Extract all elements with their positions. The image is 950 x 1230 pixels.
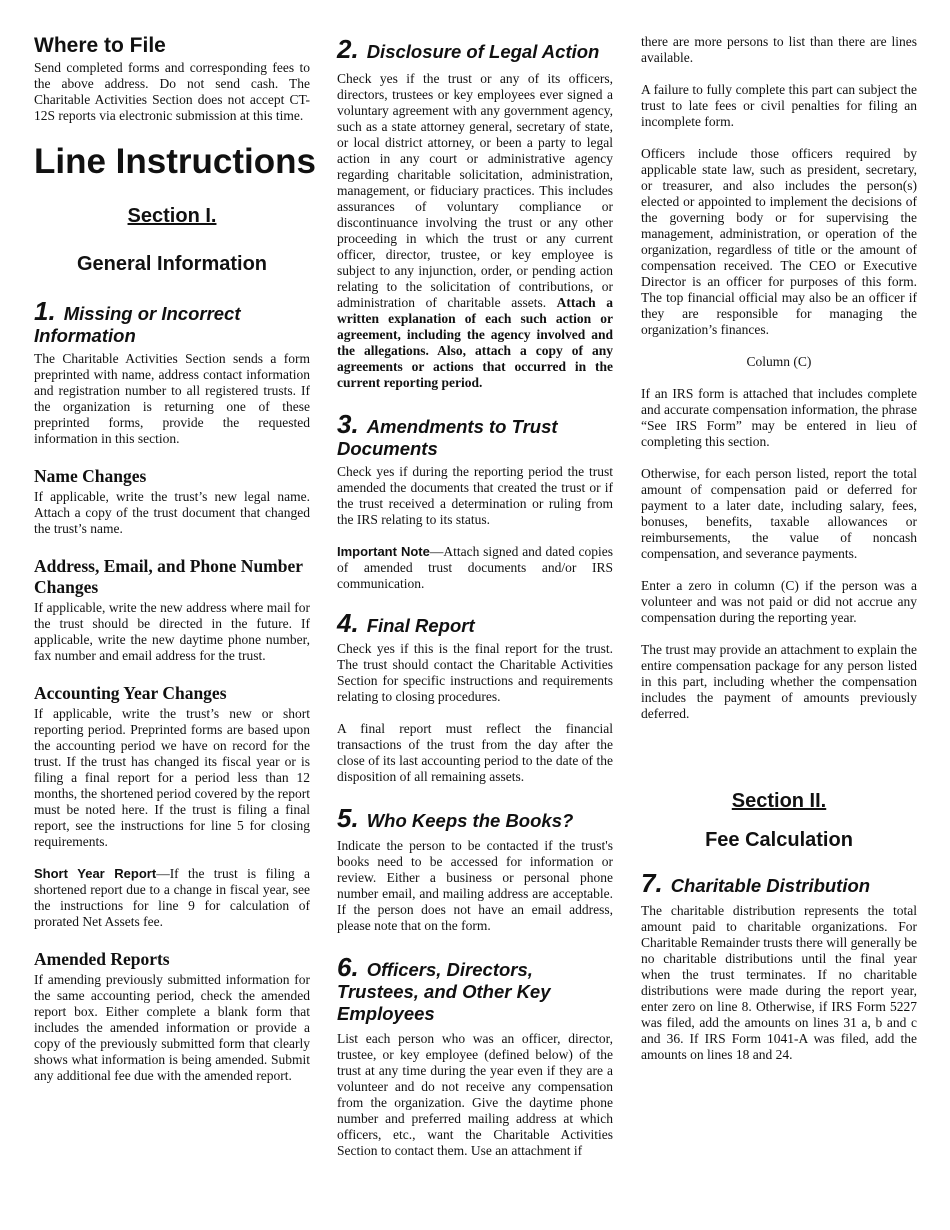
left-column [34,0,316,1084]
item-2-number: 2. [337,34,359,64]
amended-reports-text: If amending previously submitted information for the same accounting period, check the amended report box. Either complete a blank form that includes the amended information or provide a copy of the previously submitted form that clearly shows what information is being amended. Submit any additional fee due with the amended report. [34,972,310,1083]
item-6-title: Officers, Directors, Trustees, and Other Key Employees [337,959,551,1024]
failure-text: A failure to fully complete this part can subject the trust to late fees or civil penalties for filing an incomplete form. [641,82,917,129]
item-1-number: 1. [34,296,56,326]
middle-column [337,0,613,1159]
item-6-number: 6. [337,952,359,982]
important-note-paragraph [337,544,613,592]
item-7-heading [641,868,917,898]
item-2-text [337,71,613,391]
item-3-text: Check yes if during the reporting period the trust amended the documents that created the trust or if the trust received a determination or ruling from the IRS relating to its status. [337,464,613,527]
item-1-heading [34,296,310,347]
short-year-text: —If the trust is filing a shortened report due to a change in fiscal year, see the instructions for line 9 for calculation of prorated Net Assets fee. [34,866,311,929]
section-1-title: Section I. [127,205,217,227]
attachment-text: The trust may provide an attachment to explain the entire compensation package for any person listed in this part, including whether the compensation includes the payment of amounts previously deferred. [641,642,917,721]
irs-form-text: If an IRS form is attached that includes complete and accurate compensation information, the phrase “See IRS Form” may be entered in lieu of completing this section. [641,386,917,449]
address-changes-text: If applicable, write the new address where mail for the trust should be directed in the future. If applicable, write the new daytime phone number, fax number and email address for the trust. [34,600,310,663]
column-c-label: Column (C) [746,354,812,369]
item-6-text: List each person who was an officer, director, trustee, or key employee (defined below) of the trust at any time during the year even if they are a volunteer and do not receive any compensation from the organization. Give the daytime phone number and preferred mailing address at which officers, etc., want the Charitable Activities Section to contact them. Use an attachment if [337,1031,613,1158]
item-6-continued-text: there are more persons to list than there are lines available. [641,34,917,65]
officers-definition-text: Officers include those officers required by applicable state law, such as president, secretary, or treasurer, and also includes the person(s) elected or appointed to implement the decisions of the governing body or for supervising the management, administration, or operation of the organization, regardless of title or the amount of compensation received. The CEO or Executive Director is an officer for purposes of this form. The top financial official may also be an officer if they are responsible for managing the organization’s finances. [641,146,917,337]
item-4-text-2: A final report must reflect the financial transactions of the trust from the day after the close of its last accounting period to the date of the disposition of all remaining assets. [337,721,613,784]
zero-compensation-text: Enter a zero in column (C) if the person was a volunteer and was not paid or did not accrue any compensation during the reporting year. [641,578,917,625]
item-4-heading [337,608,613,638]
name-changes-text: If applicable, write the trust’s new legal name. Attach a copy of the trust document that changed the trust’s name. [34,489,310,536]
item-4-text-1: Check yes if this is the final report for the trust. The trust should contact the Charitable Activities Section for specific instructions and requirements relating to closing procedures. [337,641,613,704]
item-7-title: Charitable Distribution [670,875,871,896]
amended-reports-heading: Amended Reports [34,949,170,969]
item-1-title: Missing or Incorrect Information [34,303,241,346]
name-changes-heading: Name Changes [34,466,147,486]
item-1-text: The Charitable Activities Section sends a form preprinted with name, address contact information and registration number to all registered trusts. If the organization is returning one of these preprinted forms, provide the requested information in this section. [34,351,310,446]
item-5-title: Who Keeps the Books? [366,810,574,831]
short-year-lead: Short Year Report [34,866,157,881]
item-7-number: 7. [641,868,663,898]
item-2-title: Disclosure of Legal Action [366,41,600,62]
compensation-text: Otherwise, for each person listed, report the total amount of compensation paid or deferred for payment to a later date, including salary, fees, bonuses, benefits, taxable allowances or reimbursements, the value of noncash compensation, and severance payments. [641,466,917,561]
item-5-text: Indicate the person to be contacted if the trust's books need to be accessed for information or review. Either a business or personal phone number email, and mailing address are acceptable. If the person does not have an email address, please note that on the form. [337,838,613,933]
item-3-number: 3. [337,409,359,439]
right-column [641,0,917,1063]
line-instructions-title: Line Instructions [34,142,316,181]
accounting-year-heading: Accounting Year Changes [34,683,227,703]
address-changes-heading: Address, Email, and Phone Number Changes [34,556,303,597]
short-year-paragraph [34,866,310,930]
item-3-title: Amendments to Trust Documents [337,416,558,459]
where-to-file-heading: Where to File [34,34,166,57]
important-note-text: —Attach signed and dated copies of amended trust documents and/or IRS communication. [337,544,613,591]
section-1-subtitle: General Information [76,253,268,275]
item-5-number: 5. [337,803,359,833]
item-5-heading [337,803,613,833]
where-to-file-text: Send completed forms and corresponding fees to the above address. Do not send cash. The Charitable Activities Section does not accept CT-12S reports via electronic submission at this time. [34,60,310,123]
accounting-year-text: If applicable, write the trust’s new or short reporting period. Preprinted forms are based upon the accounting period we have on record for the trust. If the trust has changed its fiscal year or is filing a final report for a period less than 12 months, the shortened period covered by the report must be noted here. If the trust is filing a final report, see the instructions for line 5 for closing requirements. [34,706,310,849]
item-2-heading [337,34,613,64]
important-note-lead: Important Note [337,544,430,559]
item-7-text: The charitable distribution represents the total amount paid to charitable organizations. For Charitable Remainder trusts there will generally be no charitable distributions until the final year when the trust terminates. If no charitable distributions were made during the report year, enter zero on line 8. Otherwise, if IRS Form 5227 was filed, add the amounts on lines 31 a, b and c and 36. If IRS Form 1041-A was filed, add the amounts on lines 18 and 24. [641,903,917,1062]
item-2-bold-instruction: Attach a written explanation of each such action or agreement, including the agency involved and the allegations. Also, attach a copy of any agreements or actions that occurred in the current reporting period. [337,295,613,390]
item-6-heading [337,952,613,1025]
item-4-title: Final Report [366,615,475,636]
item-3-heading [337,409,613,460]
item-2-body: Check yes if the trust or any of its officers, directors, trustees or key employees ever signed a voluntary agreement with any government agency, such as a state attorney general, secretary of state, or local district attorney, or been a party to legal action in any court or administrative agency regarding charitable solicitation, administration, management, or fiduciary practices. This includes assurances of voluntary compliance or discontinuance involving the trust or any other proceeding in which the trust or any current officer, director, trustee, or key employee is subject to any injunction, order, or pending action relating to the solicitation of contributions, or administration of charitable assets. [337,71,613,310]
item-4-number: 4. [337,608,359,638]
section-2-subtitle: Fee Calculation [705,829,853,851]
section-2-title: Section II. [731,790,827,812]
